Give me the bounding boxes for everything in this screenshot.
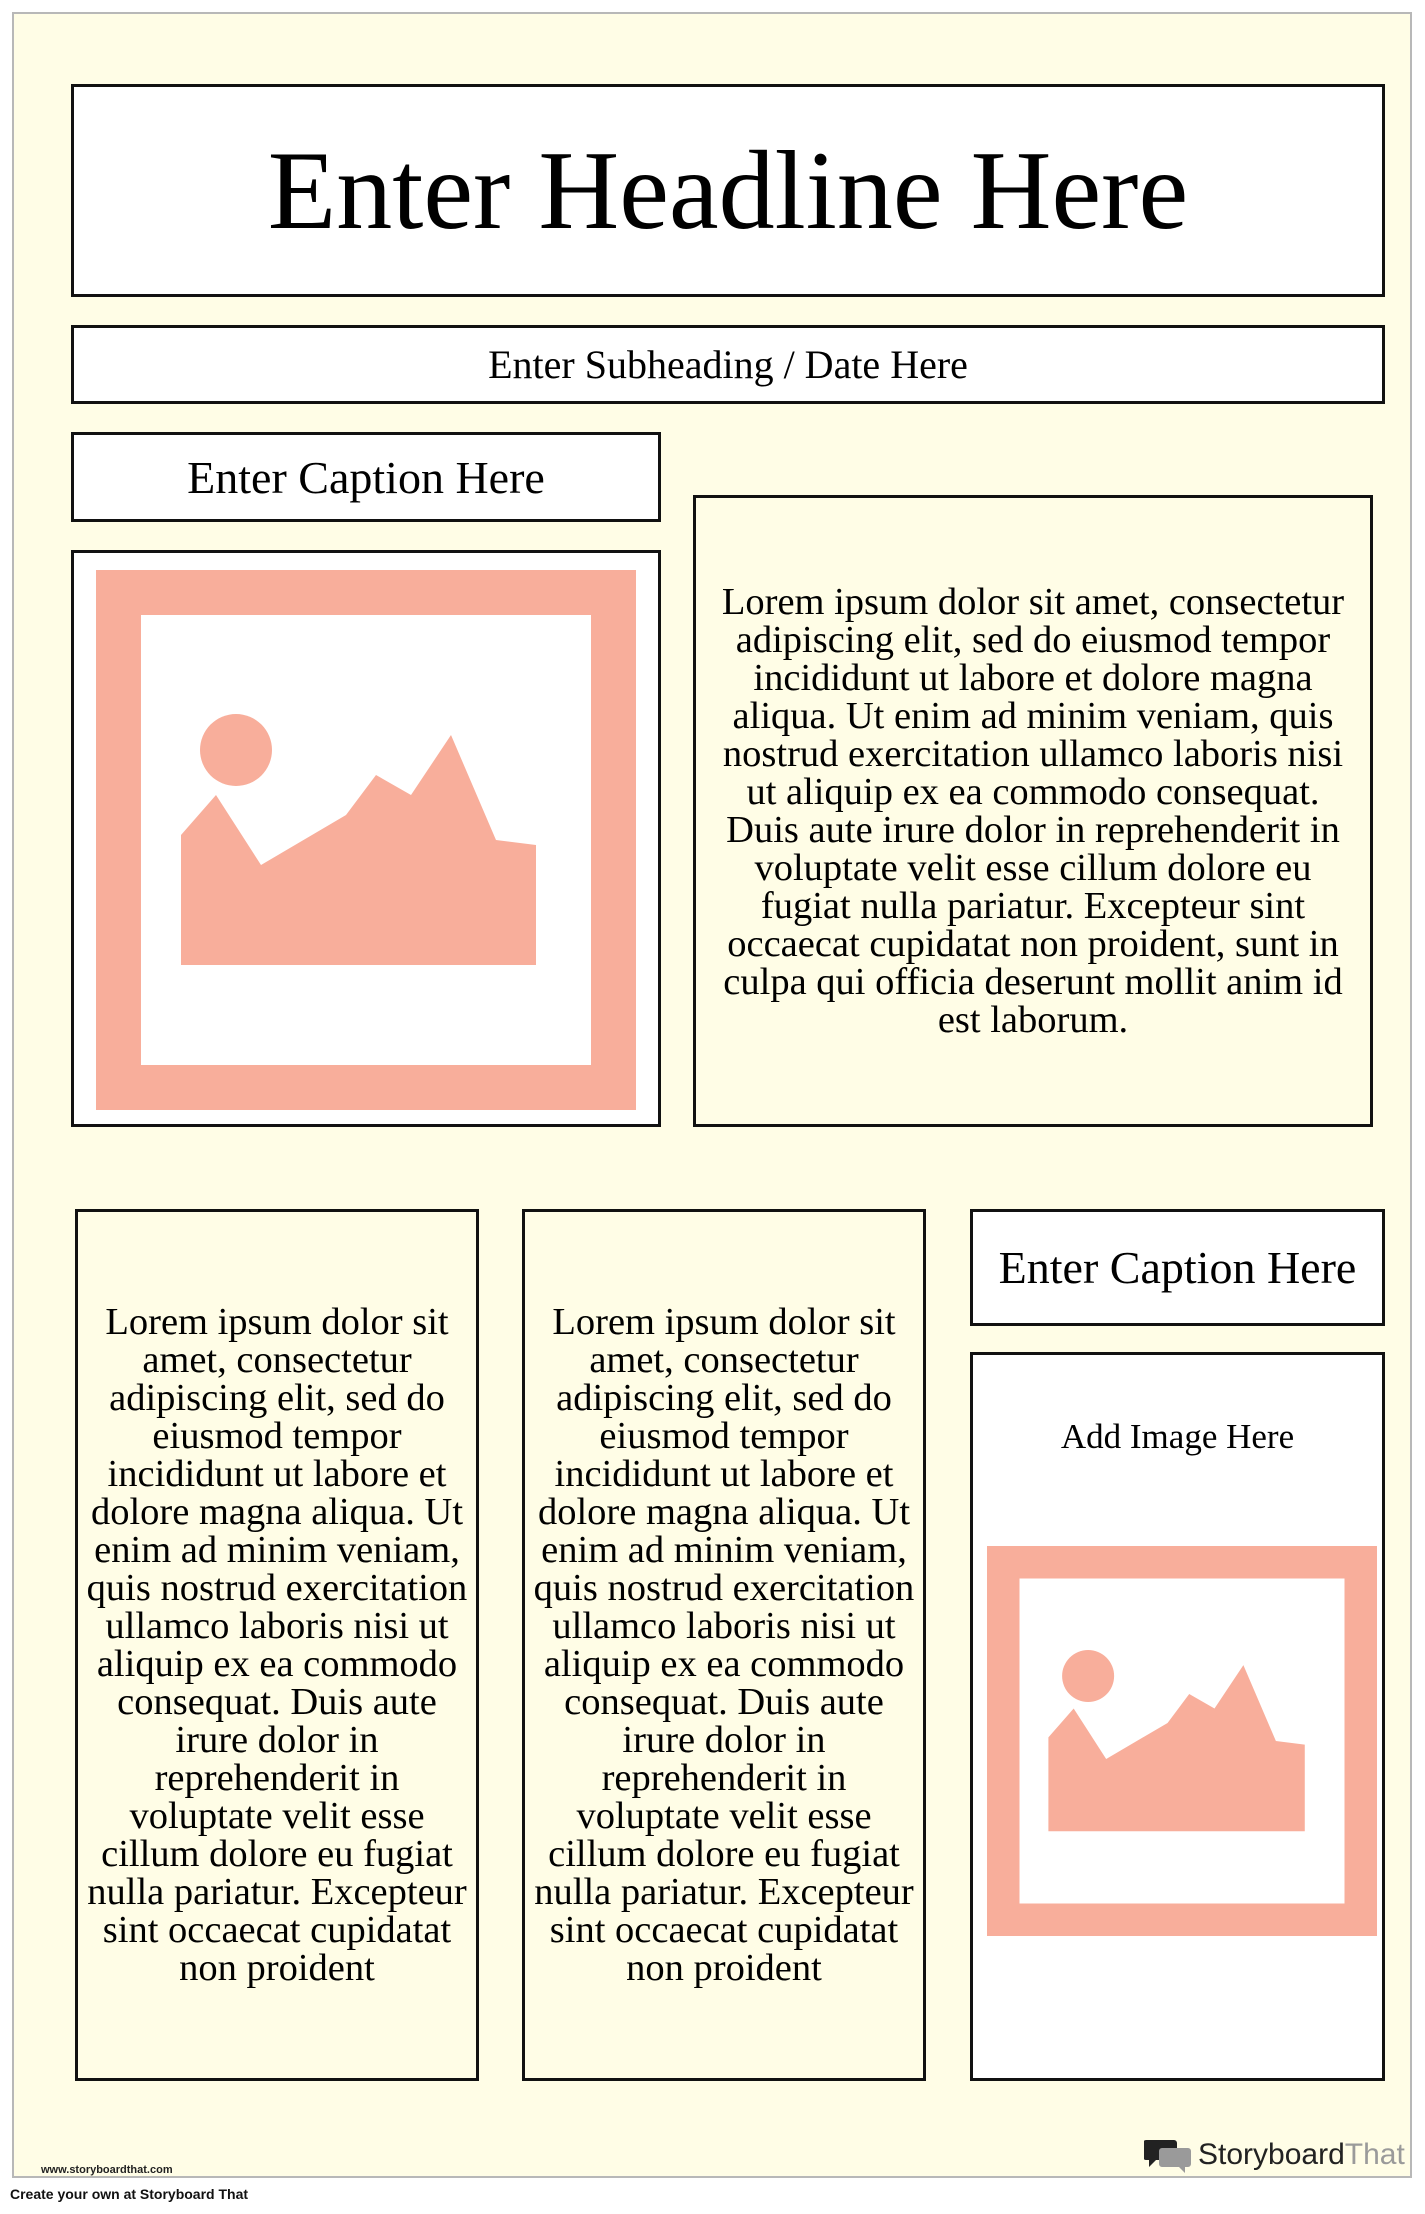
add-image-label-bottom-right: Add Image Here — [1060, 1417, 1295, 1456]
caption-box-top-left[interactable] — [71, 432, 661, 522]
image-box-top-left[interactable] — [71, 550, 661, 1127]
text-box-top-right[interactable] — [693, 495, 1373, 1127]
headline-text: Enter Headline Here — [267, 128, 1189, 253]
body-text-column-1: Lorem ipsum dolor sit amet, consectetur adipiscing elit, sed do eiusmod tempor incididunt ut labore et dolore magna aliqua. Ut enim ad minim veniam, quis nostrud exercitation ullamco laboris nisi ut aliquip ex ea commodo consequat. Duis aute irure dolor in reprehenderit in voluptate velit esse cillum dolore eu fugiat nulla pariatur. Excepteur sint occaecat cupidatat non proident — [86, 1301, 468, 1989]
image-box-bottom-right[interactable] — [970, 1352, 1385, 2081]
body-text-column-2: Lorem ipsum dolor sit amet, consectetur adipiscing elit, sed do eiusmod tempor incididunt ut labore et dolore magna aliqua. Ut enim ad minim veniam, quis nostrud exercitation ullamco laboris nisi ut aliquip ex ea commodo consequat. Duis aute irure dolor in reprehenderit in voluptate velit esse cillum dolore eu fugiat nulla pariatur. Excepteur sint occaecat cupidatat non proident — [533, 1301, 915, 1989]
body-text-top-right: Lorem ipsum dolor sit amet, consectetur adipiscing elit, sed do eiusmod tempor incididunt ut labore et dolore magna aliqua. Ut enim ad minim veniam, quis nostrud exercitation ullamco laboris nisi ut aliquip ex ea commodo consequat. Duis aute irure dolor in reprehenderit in voluptate velit esse cillum dolore eu fugiat nulla pariatur. Excepteur sint occaecat cupidatat non proident, sunt in culpa qui officia deserunt mollit anim id est laborum. — [721, 581, 1345, 1041]
subheading-text: Enter Subheading / Date Here — [488, 342, 968, 387]
speech-bubble-logo-icon — [1144, 2136, 1192, 2174]
text-column-2[interactable] — [522, 1209, 926, 2081]
caption-box-bottom-right[interactable] — [970, 1209, 1385, 1326]
caption-text-bottom-right: Enter Caption Here — [998, 1242, 1357, 1293]
text-column-1[interactable] — [75, 1209, 479, 2081]
subheading-box[interactable] — [71, 325, 1385, 404]
image-placeholder-icon — [96, 570, 636, 1110]
storyboardthat-logo[interactable] — [1144, 2136, 1405, 2174]
logo-text-dark: Storyboard — [1198, 2138, 1345, 2171]
poster-page — [12, 12, 1412, 2178]
footer-url[interactable]: www.storyboardthat.com — [41, 2164, 173, 2176]
caption-text-top-left: Enter Caption Here — [187, 451, 545, 503]
headline-box[interactable] — [71, 84, 1385, 297]
logo-text-light: That — [1344, 2138, 1405, 2171]
image-placeholder-icon — [987, 1545, 1377, 1937]
create-your-own-link[interactable]: Create your own at Storyboard That — [10, 2186, 249, 2202]
